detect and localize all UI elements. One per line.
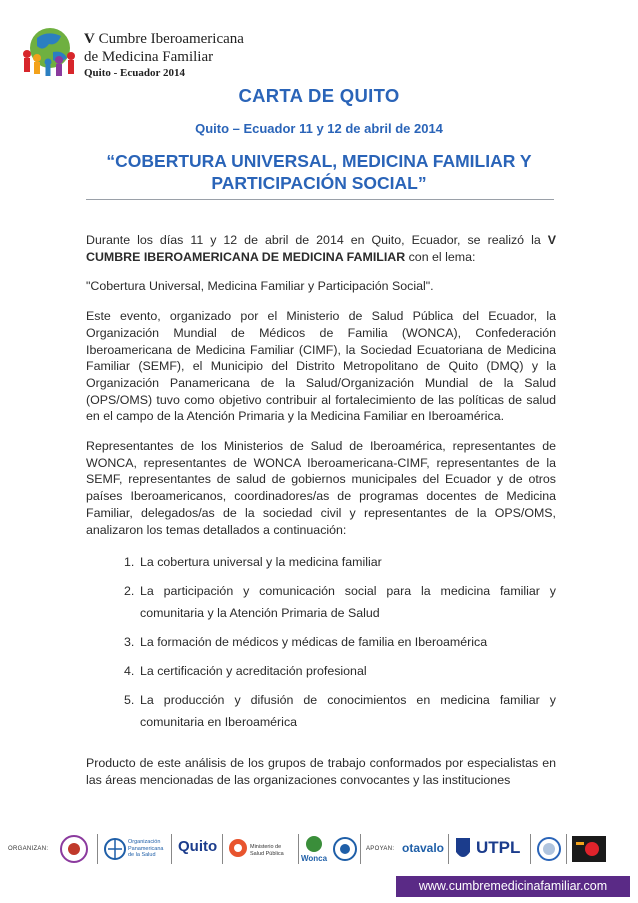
otavalo-logo [402,834,444,864]
list-item [124,660,556,682]
logo-line1-prefix: V [84,31,95,47]
list-item-number: 3. [124,635,135,650]
ministerio-logo [228,834,294,864]
seal-logo [58,834,90,864]
paragraph-product: Producto de este análisis de los grupos de trabajo conformados por especialistas en las áreas mencionadas de las organizaciones convocantes y las instituciones [86,756,556,787]
list-item-text: La participación y comunicación social para la medicina familiar y comunitaria y la Atención Primaria de Salud [140,584,556,621]
list-item [124,631,556,653]
wonca-logo [301,834,327,864]
list-item-number: 4. [124,664,135,679]
cumbre-logo [17,24,79,82]
list-item-number: 1. [124,555,135,570]
slogan [70,150,568,194]
otavalo-text: otavalo [402,841,445,855]
logo-line3: Quito - Ecuador 2014 [84,67,185,79]
divider [360,834,361,864]
page-title: CARTA DE QUITO [238,85,400,106]
logo-line2: de Medicina Familiar [84,49,214,65]
cimf-logo [332,834,358,864]
list-item-number: 2. [124,584,135,599]
divider [530,834,531,864]
divider [566,834,567,864]
list-item [124,551,556,573]
divider [298,834,299,864]
list-item [124,689,556,733]
divider [171,834,172,864]
slogan-line2: PARTICIPACIÓN SOCIAL” [211,173,427,193]
paragraph-motto: "Cobertura Universal, Medicina Familiar y Participación Social". [86,279,434,294]
utpl-text: UTPL [476,838,521,857]
paragraph-representatives: Representantes de los Ministerios de Salud de Iberoamérica, representantes de WONCA, representantes de WONCA Iberoamericana-CIMF, representantes de la SEMF, representantes de salud de gobiernos municipales del Ecuador y de otros países Iberoamericanos, coordinadores/as de programas docentes de Medicina Familiar, delegados/as de la sociedad civil y representantes de la OPS/OMS, analizaron los temas detallados a continuación: [86,439,556,537]
organizan-label: ORGANIZAN: [8,846,49,852]
intro-bold: V CUMBRE IBEROAMERICANA DE MEDICINA FAMILIAR [86,233,556,264]
sponsor-strip [8,832,630,876]
utpl-logo [454,834,526,864]
place-date: Quito – Ecuador 11 y 12 de abril de 2014 [195,121,443,136]
topics-list [124,551,556,733]
ministerio-text: Ministerio de Salud Pública [250,844,284,857]
title-divider [86,199,554,200]
website-url[interactable]: www.cumbremedicinafamiliar.com [396,876,630,897]
quito-logo [178,834,220,864]
list-item-text: La cobertura universal y la medicina familiar [140,555,382,570]
divider [222,834,223,864]
quito-text: Quito [178,838,218,855]
paragraph-intro [86,232,556,265]
logo-line1-rest: Cumbre Iberoamericana [94,31,244,47]
cumbre-title [84,30,244,80]
paragraph-organizers: Este evento, organizado por el Ministerio de Salud Pública del Ecuador, la Organización Mundial de Médicos de Familia (WONCA), Confederación Iberoamericana de Medicina Familiar (CIMF), la Sociedad Ecuatoriana de Medicina Familiar (SEMF), el Municipio del Distrito Metropolitano de Quito (DMQ) y la Organización Panamericana de la Salud/Organización Mundial de la Salud (OPS/OMS) tuvo como objetivo contribuir al fortalecimiento de las políticas de salud en el campo de la Atención Primaria y la Medicina Familiar en Iberoamérica. [86,309,556,424]
event-logo [572,834,606,864]
letter-body [86,232,556,802]
seal-logo [536,834,562,864]
list-item-text: La certificación y acreditación profesional [140,664,367,679]
ops-text: Organización Panamericana de la Salud [128,839,164,858]
ops-logo [104,834,166,864]
wonca-text: Wonca [301,854,328,863]
intro-text-a: Durante los días 11 y 12 de abril de 2014 en Quito, Ecuador, se realizó la [86,233,548,247]
divider [448,834,449,864]
list-item-text: La producción y difusión de conocimientos en medicina familiar y comunitaria en Iberoamérica [140,693,556,730]
slogan-line1: “COBERTURA UNIVERSAL, MEDICINA FAMILIAR Y [106,151,532,171]
apoyan-label: APOYAN: [366,846,395,852]
list-item [124,580,556,624]
list-item-text: La formación de médicos y médicas de familia en Iberoamérica [140,635,488,650]
list-item-number: 5. [124,693,135,708]
intro-text-b: con el lema: [405,249,476,264]
divider [97,834,98,864]
